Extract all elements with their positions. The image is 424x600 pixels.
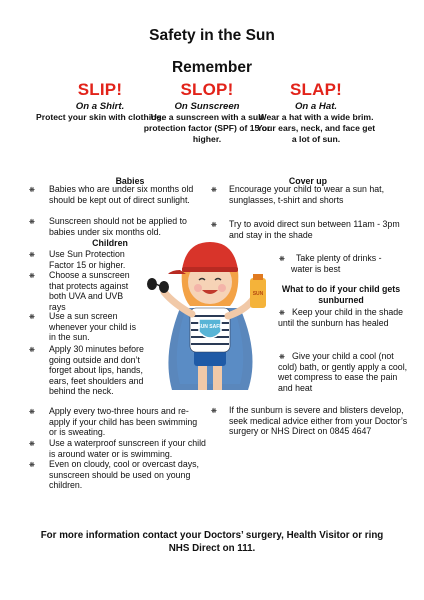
children-item-7: Even on cloudy, cool or overcast days, sunscreen should be used on young children. [49,459,199,490]
babies-heading: Babies [115,176,145,186]
page-title: Safety in the Sun [149,27,275,44]
slogan-description: Use a sunscreen with a sun protection factor (SPF) of 15 or higher. [143,112,271,144]
bullet-icon: ❋ [29,187,35,194]
bullet-icon: ❋ [279,256,285,263]
children-item-3: Use a sun screen whenever your child is in the sun. [49,311,137,342]
bullet-icon: ❋ [29,347,35,354]
children-item-1: Use Sun Protection Factor 15 or higher. [49,249,126,270]
bullet-icon: ❋ [29,273,35,280]
children-item-5: Apply every two-three hours and re-apply if your child has been swimming or is sweating. [49,406,198,437]
slogan-description: Protect your skin with clothing. [36,112,164,122]
badge-text: SUN SAFE [197,324,223,330]
slogan-description: Wear a hat with a wide brim. Your ears, neck, and face get a lot of sun. [256,112,376,144]
children-item-4: Apply 30 minutes before going outside and don’t forget about lips, hands, ears, feet shoulders and behind the neck. [49,344,144,396]
children-heading: Children [92,238,128,248]
children-item-2: Choose a sunscreen that protects against both UVA and UVB rays [49,270,130,312]
footer-contact: For more information contact your Doctors’ surgery, Health Visitor or ring NHS Direct on 111. [40,530,384,554]
children-item-6: Use a waterproof sunscreen if your child is around water or is swimming. [49,438,206,459]
bullet-icon: ❋ [29,252,35,259]
cover-item-3: Take plenty of drinks - water is best [291,253,382,274]
bullet-icon: ❋ [211,187,217,194]
sunburn-heading: What to do if your child gets sunburned [281,284,401,305]
babies-item-1: Babies who are under six months old should be kept out of direct sunlight. [49,184,194,205]
bullet-icon: ❋ [211,408,217,415]
bullet-icon: ❋ [29,409,35,416]
page-subtitle: Remember [171,59,253,76]
slogan-action: On a Shirt. [75,101,125,112]
cover-item-2: Try to avoid direct sun between 11am - 3pm and stay in the shade [229,219,400,240]
cover-item-1: Encourage your child to wear a sun hat, sunglasses, t-shirt and shorts [229,184,385,205]
child-sun-safe-illustration [142,224,278,396]
sunburn-item-2: Give your child a cool (not cold) bath, or gently apply a cool, wet compress to ease the pain and heat [278,351,408,393]
slogan-action: On a Hat. [294,101,338,112]
bullet-icon: ❋ [29,462,35,469]
bullet-icon: ❋ [279,354,285,361]
bottle-text: SUN [252,291,264,297]
slogan-word: SLIP! [77,80,123,99]
babies-item-2: Sunscreen should not be applied to babies under six months old. [49,216,187,237]
bullet-icon: ❋ [211,222,217,229]
bullet-icon: ❋ [279,310,285,317]
bullet-icon: ❋ [29,219,35,226]
slogan-action: On Sunscreen [174,101,240,112]
cover-heading: Cover up [288,176,328,186]
slogan-slop [142,80,272,145]
slogan-slap [255,80,377,145]
sunburn-item-1: Keep your child in the shade until the sunburn has healed [278,307,404,328]
slogan-word: SLAP! [290,80,342,99]
bullet-icon: ❋ [29,441,35,448]
slogan-word: SLOP! [180,80,234,99]
bullet-icon: ❋ [29,314,35,321]
sunburn-item-3: If the sunburn is severe and blisters develop, seek medical advice either from your Doctor’s surgery or NHS Direct on 0845 4647 [229,405,408,436]
